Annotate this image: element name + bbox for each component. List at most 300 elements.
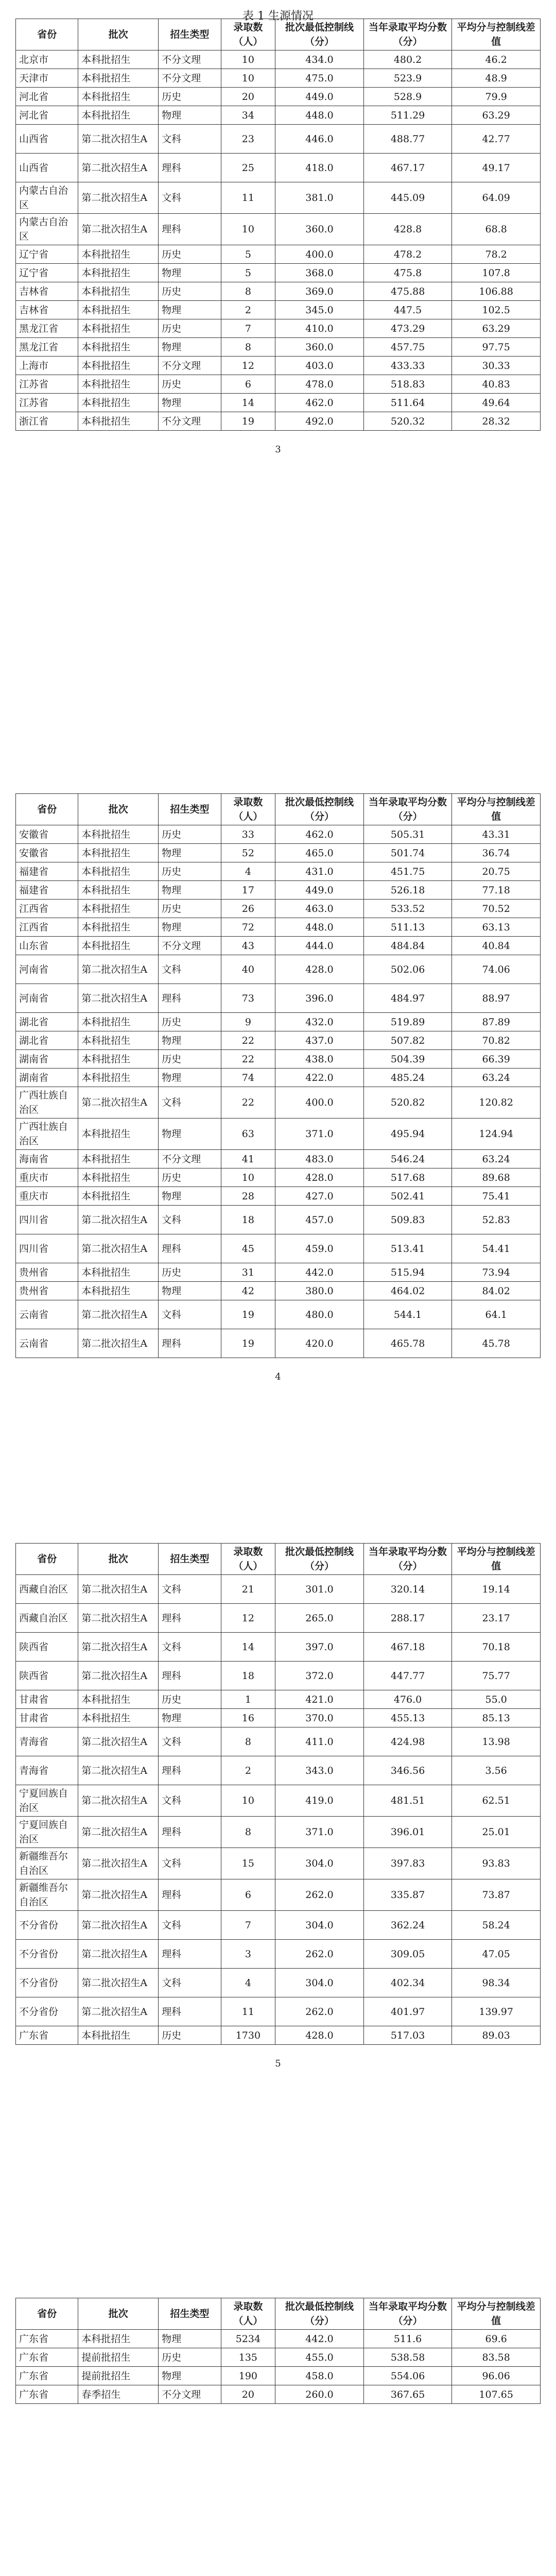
average-score-cell: 475.88 <box>363 282 452 301</box>
column-header: 批次最低控制线（分） <box>275 1544 364 1575</box>
average-score-cell: 507.82 <box>363 1031 452 1050</box>
admitted-cell: 8 <box>221 282 275 301</box>
average-score-cell: 445.09 <box>363 182 452 214</box>
admitted-cell: 42 <box>221 1282 275 1300</box>
table-row <box>16 984 541 1013</box>
column-header: 录取数（人） <box>221 19 275 50</box>
batch-cell: 第二批次招生A <box>78 1911 159 1940</box>
type-cell: 历史 <box>159 1050 221 1069</box>
province-cell: 云南省 <box>16 1300 78 1329</box>
province-cell: 海南省 <box>16 1150 78 1168</box>
column-header: 录取数（人） <box>221 1544 275 1575</box>
type-cell: 文科 <box>159 125 221 154</box>
table-row <box>16 245 541 264</box>
type-cell: 理科 <box>159 214 221 245</box>
admitted-cell: 19 <box>221 1300 275 1329</box>
table-row <box>16 1263 541 1282</box>
batch-cell: 本科批招生 <box>78 862 159 881</box>
control-line-cell: 475.0 <box>275 69 364 88</box>
table-row <box>16 412 541 431</box>
type-cell: 理科 <box>159 1879 221 1911</box>
province-cell: 云南省 <box>16 1329 78 1358</box>
page-top-margin <box>0 1480 556 1543</box>
average-score-cell: 346.56 <box>363 1756 452 1785</box>
admitted-cell: 63 <box>221 1118 275 1150</box>
control-line-cell: 463.0 <box>275 900 364 918</box>
control-line-cell: 370.0 <box>275 1709 364 1727</box>
table-row <box>16 1817 541 1848</box>
type-cell: 文科 <box>159 1087 221 1118</box>
column-header: 当年录取平均分数（分） <box>363 19 452 50</box>
batch-cell: 第二批次招生A <box>78 1727 159 1756</box>
admitted-cell: 5 <box>221 264 275 282</box>
table-row <box>16 69 541 88</box>
average-score-cell: 362.24 <box>363 1911 452 1940</box>
admitted-cell: 2 <box>221 1756 275 1785</box>
control-line-cell: 442.0 <box>275 1263 364 1282</box>
average-score-cell: 424.98 <box>363 1727 452 1756</box>
difference-cell: 107.65 <box>452 2385 541 2404</box>
column-header: 当年录取平均分数（分） <box>363 794 452 825</box>
province-cell: 江苏省 <box>16 394 78 412</box>
difference-cell: 43.31 <box>452 825 541 844</box>
batch-cell: 本科批招生 <box>78 1187 159 1206</box>
control-line-cell: 458.0 <box>275 2367 364 2385</box>
type-cell: 理科 <box>159 154 221 182</box>
average-score-cell: 505.31 <box>363 825 452 844</box>
column-header: 批次 <box>78 1544 159 1575</box>
table-row <box>16 2348 541 2367</box>
type-cell: 历史 <box>159 2348 221 2367</box>
average-score-cell: 518.83 <box>363 375 452 394</box>
difference-cell: 45.78 <box>452 1329 541 1358</box>
average-score-cell: 447.5 <box>363 301 452 319</box>
table-row <box>16 375 541 394</box>
province-cell: 不分省份 <box>16 1969 78 1997</box>
difference-cell: 46.2 <box>452 50 541 69</box>
column-header: 批次 <box>78 794 159 825</box>
table-row <box>16 881 541 900</box>
control-line-cell: 301.0 <box>275 1575 364 1604</box>
column-header: 招生类型 <box>159 1544 221 1575</box>
table-row <box>16 1069 541 1087</box>
province-cell: 湖南省 <box>16 1069 78 1087</box>
type-cell: 不分文理 <box>159 50 221 69</box>
batch-cell: 本科批招生 <box>78 1031 159 1050</box>
average-score-cell: 517.03 <box>363 2026 452 2045</box>
difference-cell: 25.01 <box>452 1817 541 1848</box>
column-header: 批次最低控制线（分） <box>275 19 364 50</box>
type-cell: 物理 <box>159 264 221 282</box>
province-cell: 贵州省 <box>16 1263 78 1282</box>
control-line-cell: 360.0 <box>275 214 364 245</box>
province-cell: 四川省 <box>16 1234 78 1263</box>
province-cell: 内蒙古自治区 <box>16 214 78 245</box>
admitted-cell: 26 <box>221 900 275 918</box>
admitted-cell: 11 <box>221 182 275 214</box>
batch-cell: 本科批招生 <box>78 412 159 431</box>
difference-cell: 77.18 <box>452 881 541 900</box>
batch-cell: 本科批招生 <box>78 844 159 862</box>
difference-cell: 78.2 <box>452 245 541 264</box>
table-row <box>16 1206 541 1234</box>
batch-cell: 第二批次招生A <box>78 182 159 214</box>
type-cell: 文科 <box>159 1300 221 1329</box>
average-score-cell: 520.82 <box>363 1087 452 1118</box>
difference-cell: 20.75 <box>452 862 541 881</box>
type-cell: 文科 <box>159 182 221 214</box>
province-cell: 青海省 <box>16 1756 78 1785</box>
table-row <box>16 214 541 245</box>
province-cell: 黑龙江省 <box>16 319 78 338</box>
table-row <box>16 1879 541 1911</box>
average-score-cell: 526.18 <box>363 881 452 900</box>
average-score-cell: 511.29 <box>363 106 452 125</box>
admitted-cell: 135 <box>221 2348 275 2367</box>
column-header: 批次 <box>78 19 159 50</box>
difference-cell: 40.84 <box>452 937 541 955</box>
type-cell: 理科 <box>159 1756 221 1785</box>
province-cell: 江西省 <box>16 900 78 918</box>
admitted-cell: 73 <box>221 984 275 1013</box>
province-cell: 重庆市 <box>16 1187 78 1206</box>
province-cell: 西藏自治区 <box>16 1604 78 1633</box>
type-cell: 物理 <box>159 394 221 412</box>
average-score-cell: 538.58 <box>363 2348 452 2367</box>
type-cell: 不分文理 <box>159 1150 221 1168</box>
type-cell: 历史 <box>159 1168 221 1187</box>
difference-cell: 54.41 <box>452 1234 541 1263</box>
batch-cell: 本科批招生 <box>78 900 159 918</box>
table-row <box>16 2385 541 2404</box>
type-cell: 历史 <box>159 1690 221 1709</box>
type-cell: 历史 <box>159 1263 221 1282</box>
admitted-cell: 41 <box>221 1150 275 1168</box>
province-cell: 广东省 <box>16 2348 78 2367</box>
type-cell: 物理 <box>159 338 221 357</box>
batch-cell: 第二批次招生A <box>78 1969 159 1997</box>
type-cell: 物理 <box>159 918 221 937</box>
batch-cell: 第二批次招生A <box>78 1785 159 1817</box>
type-cell: 文科 <box>159 1575 221 1604</box>
batch-cell: 本科批招生 <box>78 1150 159 1168</box>
difference-cell: 42.77 <box>452 125 541 154</box>
control-line-cell: 419.0 <box>275 1785 364 1817</box>
batch-cell: 本科批招生 <box>78 1118 159 1150</box>
province-cell: 重庆市 <box>16 1168 78 1187</box>
average-score-cell: 511.6 <box>363 2330 452 2348</box>
type-cell: 文科 <box>159 1785 221 1817</box>
admitted-cell: 22 <box>221 1087 275 1118</box>
average-score-cell: 517.68 <box>363 1168 452 1187</box>
average-score-cell: 478.2 <box>363 245 452 264</box>
province-cell: 辽宁省 <box>16 264 78 282</box>
batch-cell: 第二批次招生A <box>78 154 159 182</box>
province-cell: 不分省份 <box>16 1997 78 2026</box>
average-score-cell: 501.74 <box>363 844 452 862</box>
batch-cell: 第二批次招生A <box>78 1206 159 1234</box>
admitted-cell: 8 <box>221 1727 275 1756</box>
difference-cell: 89.03 <box>452 2026 541 2045</box>
difference-cell: 63.29 <box>452 319 541 338</box>
control-line-cell: 428.0 <box>275 2026 364 2045</box>
column-header: 批次 <box>78 2298 159 2330</box>
type-cell: 物理 <box>159 2330 221 2348</box>
control-line-cell: 262.0 <box>275 1940 364 1969</box>
control-line-cell: 400.0 <box>275 245 364 264</box>
control-line-cell: 465.0 <box>275 844 364 862</box>
province-cell: 广东省 <box>16 2367 78 2385</box>
difference-cell: 73.94 <box>452 1263 541 1282</box>
control-line-cell: 478.0 <box>275 375 364 394</box>
average-score-cell: 320.14 <box>363 1575 452 1604</box>
admitted-cell: 19 <box>221 1329 275 1358</box>
table-row <box>16 1662 541 1690</box>
difference-cell: 73.87 <box>452 1879 541 1911</box>
admitted-cell: 16 <box>221 1709 275 1727</box>
type-cell: 理科 <box>159 1234 221 1263</box>
batch-cell: 本科批招生 <box>78 1168 159 1187</box>
average-score-cell: 504.39 <box>363 1050 452 1069</box>
province-cell: 新疆维吾尔自治区 <box>16 1879 78 1911</box>
province-cell: 甘肃省 <box>16 1709 78 1727</box>
batch-cell: 本科批招生 <box>78 282 159 301</box>
difference-cell: 107.8 <box>452 264 541 282</box>
admitted-cell: 14 <box>221 394 275 412</box>
province-cell: 甘肃省 <box>16 1690 78 1709</box>
control-line-cell: 428.0 <box>275 955 364 984</box>
difference-cell: 28.32 <box>452 412 541 431</box>
page-top-margin <box>0 2230 556 2298</box>
admitted-cell: 22 <box>221 1050 275 1069</box>
type-cell: 历史 <box>159 319 221 338</box>
province-cell: 山东省 <box>16 937 78 955</box>
admitted-cell: 22 <box>221 1031 275 1050</box>
batch-cell: 第二批次招生A <box>78 1848 159 1879</box>
table-row <box>16 1050 541 1069</box>
control-line-cell: 262.0 <box>275 1997 364 2026</box>
average-score-cell: 554.06 <box>363 2367 452 2385</box>
page-1 <box>0 0 556 731</box>
difference-cell: 63.29 <box>452 106 541 125</box>
control-line-cell: 438.0 <box>275 1050 364 1069</box>
admitted-cell: 17 <box>221 881 275 900</box>
type-cell: 不分文理 <box>159 937 221 955</box>
table-row <box>16 2367 541 2385</box>
difference-cell: 30.33 <box>452 357 541 375</box>
difference-cell: 66.39 <box>452 1050 541 1069</box>
province-cell: 广东省 <box>16 2026 78 2045</box>
table-row <box>16 1087 541 1118</box>
difference-cell: 36.74 <box>452 844 541 862</box>
admitted-cell: 3 <box>221 1940 275 1969</box>
province-cell: 上海市 <box>16 357 78 375</box>
batch-cell: 本科批招生 <box>78 937 159 955</box>
table-row <box>16 1709 541 1727</box>
province-cell: 河南省 <box>16 955 78 984</box>
column-header: 省份 <box>16 19 78 50</box>
batch-cell: 第二批次招生A <box>78 1940 159 1969</box>
header-row <box>16 794 541 825</box>
admitted-cell: 21 <box>221 1575 275 1604</box>
type-cell: 历史 <box>159 900 221 918</box>
table-row <box>16 1633 541 1662</box>
province-cell: 江苏省 <box>16 375 78 394</box>
table-row <box>16 1575 541 1604</box>
table-row <box>16 301 541 319</box>
control-line-cell: 265.0 <box>275 1604 364 1633</box>
control-line-cell: 421.0 <box>275 1690 364 1709</box>
table-row <box>16 1848 541 1879</box>
admitted-cell: 43 <box>221 937 275 955</box>
type-cell: 物理 <box>159 881 221 900</box>
type-cell: 历史 <box>159 282 221 301</box>
table-row <box>16 1150 541 1168</box>
average-score-cell: 546.24 <box>363 1150 452 1168</box>
type-cell: 文科 <box>159 955 221 984</box>
admitted-cell: 8 <box>221 1817 275 1848</box>
difference-cell: 93.83 <box>452 1848 541 1879</box>
batch-cell: 第二批次招生A <box>78 125 159 154</box>
table-row <box>16 106 541 125</box>
table-row <box>16 182 541 214</box>
batch-cell: 提前批招生 <box>78 2367 159 2385</box>
province-cell: 黑龙江省 <box>16 338 78 357</box>
batch-cell: 第二批次招生A <box>78 1662 159 1690</box>
table-row <box>16 1756 541 1785</box>
batch-cell: 本科批招生 <box>78 264 159 282</box>
batch-cell: 第二批次招生A <box>78 1756 159 1785</box>
province-cell: 湖南省 <box>16 1050 78 1069</box>
admitted-cell: 8 <box>221 338 275 357</box>
control-line-cell: 448.0 <box>275 106 364 125</box>
table-row <box>16 125 541 154</box>
province-cell: 福建省 <box>16 881 78 900</box>
column-header: 录取数（人） <box>221 2298 275 2330</box>
batch-cell: 本科批招生 <box>78 245 159 264</box>
province-cell: 广东省 <box>16 2385 78 2404</box>
control-line-cell: 368.0 <box>275 264 364 282</box>
admitted-cell: 31 <box>221 1263 275 1282</box>
batch-cell: 本科批招生 <box>78 1069 159 1087</box>
admitted-cell: 20 <box>221 2385 275 2404</box>
province-cell: 贵州省 <box>16 1282 78 1300</box>
type-cell: 物理 <box>159 1187 221 1206</box>
column-header: 批次最低控制线（分） <box>275 794 364 825</box>
batch-cell: 本科批招生 <box>78 881 159 900</box>
table-row <box>16 900 541 918</box>
table-row <box>16 2026 541 2045</box>
column-header: 省份 <box>16 1544 78 1575</box>
source-table <box>15 19 541 431</box>
province-cell: 西藏自治区 <box>16 1575 78 1604</box>
table-row <box>16 1911 541 1940</box>
control-line-cell: 462.0 <box>275 394 364 412</box>
control-line-cell: 304.0 <box>275 1911 364 1940</box>
table-row <box>16 1168 541 1187</box>
average-score-cell: 519.89 <box>363 1013 452 1031</box>
average-score-cell: 465.78 <box>363 1329 452 1358</box>
province-cell: 河北省 <box>16 106 78 125</box>
difference-cell: 88.97 <box>452 984 541 1013</box>
header-row <box>16 19 541 50</box>
province-cell: 河南省 <box>16 984 78 1013</box>
admitted-cell: 19 <box>221 412 275 431</box>
admitted-cell: 10 <box>221 69 275 88</box>
column-header: 当年录取平均分数（分） <box>363 2298 452 2330</box>
table-row <box>16 319 541 338</box>
province-cell: 江西省 <box>16 918 78 937</box>
type-cell: 物理 <box>159 1709 221 1727</box>
control-line-cell: 459.0 <box>275 1234 364 1263</box>
type-cell: 文科 <box>159 1969 221 1997</box>
difference-cell: 96.06 <box>452 2367 541 2385</box>
type-cell: 不分文理 <box>159 357 221 375</box>
average-score-cell: 481.51 <box>363 1785 452 1817</box>
province-cell: 不分省份 <box>16 1911 78 1940</box>
control-line-cell: 432.0 <box>275 1013 364 1031</box>
average-score-cell: 367.65 <box>363 2385 452 2404</box>
difference-cell: 62.51 <box>452 1785 541 1817</box>
admitted-cell: 10 <box>221 214 275 245</box>
table-row <box>16 825 541 844</box>
province-cell: 陕西省 <box>16 1662 78 1690</box>
province-cell: 广西壮族自治区 <box>16 1118 78 1150</box>
table-row <box>16 1969 541 1997</box>
average-score-cell: 476.0 <box>363 1690 452 1709</box>
batch-cell: 本科批招生 <box>78 825 159 844</box>
batch-cell: 第二批次招生A <box>78 1879 159 1911</box>
average-score-cell: 457.75 <box>363 338 452 357</box>
difference-cell: 85.13 <box>452 1709 541 1727</box>
average-score-cell: 495.94 <box>363 1118 452 1150</box>
control-line-cell: 434.0 <box>275 50 364 69</box>
admitted-cell: 28 <box>221 1187 275 1206</box>
table-row <box>16 1118 541 1150</box>
difference-cell: 49.64 <box>452 394 541 412</box>
admitted-cell: 7 <box>221 1911 275 1940</box>
table-row <box>16 1785 541 1817</box>
average-score-cell: 447.77 <box>363 1662 452 1690</box>
batch-cell: 本科批招生 <box>78 301 159 319</box>
average-score-cell: 397.83 <box>363 1848 452 1879</box>
table-row <box>16 1187 541 1206</box>
batch-cell: 本科批招生 <box>78 338 159 357</box>
difference-cell: 120.82 <box>452 1087 541 1118</box>
batch-cell: 春季招生 <box>78 2385 159 2404</box>
source-table <box>15 1543 541 2045</box>
batch-cell: 本科批招生 <box>78 918 159 937</box>
table-row <box>16 338 541 357</box>
batch-cell: 本科批招生 <box>78 2330 159 2348</box>
average-score-cell: 475.8 <box>363 264 452 282</box>
admitted-cell: 6 <box>221 375 275 394</box>
average-score-cell: 473.29 <box>363 319 452 338</box>
control-line-cell: 371.0 <box>275 1118 364 1150</box>
column-header: 平均分与控制线差值 <box>452 1544 541 1575</box>
average-score-cell: 467.18 <box>363 1633 452 1662</box>
province-cell: 山西省 <box>16 125 78 154</box>
province-cell: 宁夏回族自治区 <box>16 1785 78 1817</box>
control-line-cell: 397.0 <box>275 1633 364 1662</box>
table-row <box>16 2330 541 2348</box>
average-score-cell: 464.02 <box>363 1282 452 1300</box>
header-row <box>16 1544 541 1575</box>
type-cell: 历史 <box>159 1013 221 1031</box>
page-4 <box>0 2230 556 2576</box>
batch-cell: 第二批次招生A <box>78 955 159 984</box>
batch-cell: 本科批招生 <box>78 50 159 69</box>
